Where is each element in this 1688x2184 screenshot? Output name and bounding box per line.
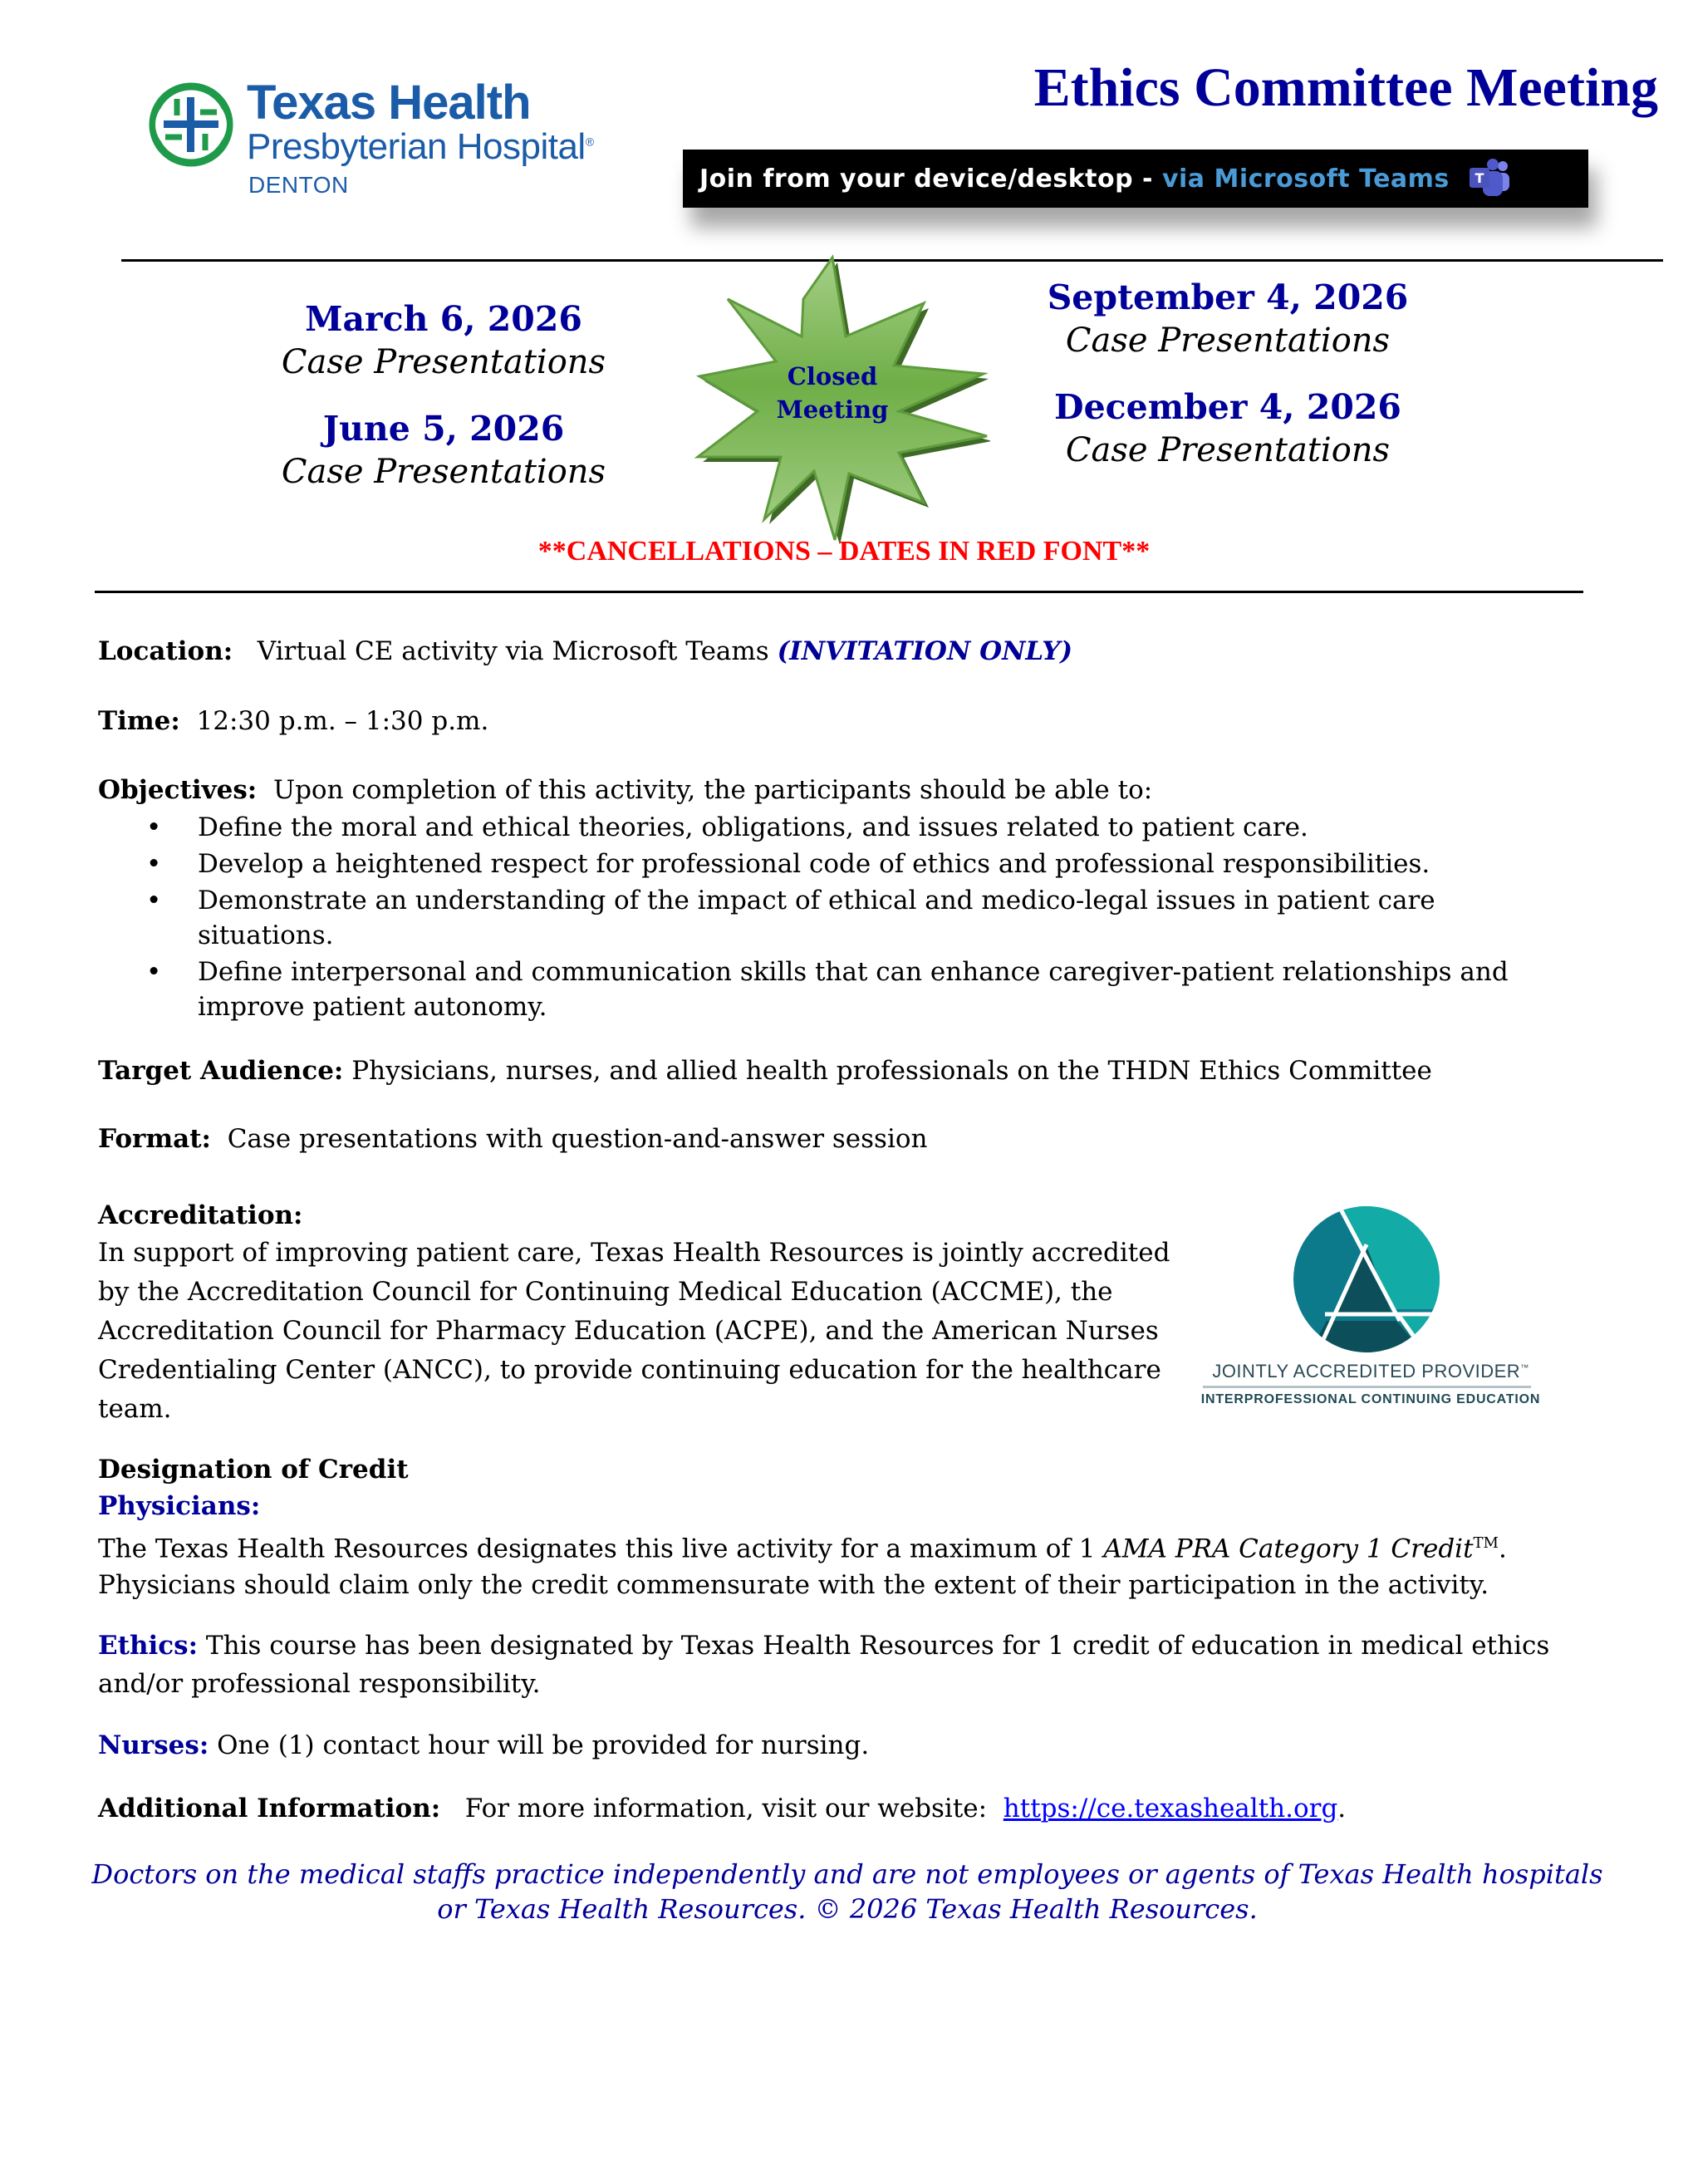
nurses-label: Nurses: — [98, 1730, 209, 1760]
list-item — [98, 810, 1560, 845]
target-audience-value: Physicians, nurses, and allied health professionals on the THDN Ethics Committee — [351, 1056, 1432, 1086]
schedule-right — [995, 276, 1460, 362]
target-audience-label: Target Audience: — [98, 1056, 344, 1086]
jointly-accredited-subtitle: INTERPROFESSIONAL CONTINUING EDUCATION — [1200, 1392, 1541, 1406]
closed-meeting-badge — [675, 253, 990, 544]
additional-info-label: Additional Information: — [98, 1794, 441, 1823]
objectives-intro: Upon completion of this activity, the participants should be able to: — [272, 775, 1153, 805]
nurses-text: One (1) contact hour will be provided for nursing. — [217, 1730, 870, 1760]
schedule-right — [995, 385, 1460, 472]
logo-subtitle-text: Presbyterian Hospital — [247, 126, 586, 167]
location-value: Virtual CE activity via Microsoft Teams — [257, 636, 778, 666]
invitation-only: (INVITATION ONLY) — [777, 636, 1073, 666]
meeting-date: September 4, 2026 — [1047, 277, 1409, 317]
bullet-icon: • — [146, 957, 162, 987]
logo-divider — [1203, 1386, 1531, 1388]
time-label: Time: — [98, 706, 180, 736]
meeting-date: March 6, 2026 — [305, 299, 582, 339]
time-row — [98, 704, 1593, 739]
bullet-icon: • — [146, 849, 162, 879]
objective-text: Demonstrate an understanding of the impact of ethical and medico-legal issues in patient care situations. — [198, 886, 1435, 950]
jointly-accredited-logo — [1188, 1205, 1553, 1437]
teams-banner-highlight: via Microsoft Teams — [1161, 164, 1450, 194]
meeting-type: Case Presentations — [281, 343, 606, 381]
trademark-mark: TM — [1473, 1534, 1499, 1552]
list-item — [98, 847, 1560, 881]
disclaimer-line-1: Doctors on the medical staffs practice independently and are not employees or agents of Texas Health hospitals — [91, 1858, 1603, 1890]
credit-heading — [98, 1452, 1593, 1488]
meeting-type: Case Presentations — [1065, 321, 1391, 360]
format-row — [98, 1121, 1593, 1157]
logo-title: Texas Health — [247, 76, 531, 130]
website-link[interactable]: https://ce.texashealth.org — [1003, 1794, 1338, 1823]
list-item — [98, 883, 1560, 953]
jointly-accredited-title — [1188, 1361, 1553, 1382]
accreditation-text: In support of improving patient care, Texas Health Resources is jointly accredited by the Accreditation Council for Continuing Medical Education (ACCME), the Accreditation Council for Pharmacy Education (ACPE), and the American Nurses Credentialing Center (ANCC), to provide continuing education for the healthcare team. — [98, 1238, 1170, 1424]
jap-title-text: JOINTLY ACCREDITED PROVIDER — [1212, 1361, 1521, 1382]
cancellations-note: **CANCELLATIONS – DATES IN RED FONT** — [537, 536, 1151, 567]
ethics-label: Ethics: — [98, 1631, 199, 1661]
ethics-row — [98, 1627, 1577, 1703]
bullet-icon: • — [146, 886, 162, 915]
teams-banner-text — [683, 164, 1450, 194]
svg-text:T: T — [1475, 170, 1484, 186]
objectives-label: Objectives: — [98, 775, 258, 805]
objective-text: Develop a heightened respect for professional code of ethics and professional responsibilities. — [198, 849, 1430, 879]
additional-info-period: . — [1337, 1794, 1347, 1823]
additional-info-text: For more information, visit our website: — [464, 1794, 995, 1823]
physicians-text-period: . — [1498, 1534, 1507, 1564]
additional-info-row — [98, 1791, 1593, 1827]
nurses-row — [98, 1728, 1593, 1764]
objectives-row — [98, 773, 1593, 808]
badge-line-2: Meeting — [776, 395, 889, 424]
closed-meeting-label — [675, 360, 990, 426]
texas-health-cross-icon — [145, 79, 237, 170]
jointly-accredited-icon — [1283, 1205, 1450, 1354]
format-value: Case presentations with question-and-answer session — [227, 1124, 928, 1154]
objectives-list — [98, 810, 1560, 1026]
schedule-divider — [95, 591, 1583, 593]
disclaimer-footer — [83, 1857, 1612, 1926]
accreditation-label: Accreditation: — [98, 1200, 303, 1230]
logo-city: DENTON — [248, 172, 349, 198]
credit-heading-text: Designation of Credit — [98, 1455, 409, 1485]
logo-subtitle — [247, 126, 594, 168]
teams-icon — [1468, 158, 1511, 199]
objective-text: Define the moral and ethical theories, obligations, and issues related to patient care. — [198, 812, 1308, 842]
meeting-date: December 4, 2026 — [1054, 387, 1401, 427]
meeting-type: Case Presentations — [1065, 431, 1391, 469]
physicians-text-b: Physicians should claim only the credit commensurate with the extent of their participation in the activity. — [98, 1570, 1489, 1601]
disclaimer-line-2: or Texas Health Resources. © 2026 Texas Health Resources. — [437, 1893, 1258, 1925]
physicians-text — [98, 1525, 1593, 1603]
credit-name: AMA PRA Category 1 Credit — [1103, 1534, 1474, 1564]
location-label: Location: — [98, 636, 233, 666]
badge-line-1: Closed — [787, 362, 878, 390]
time-value: 12:30 p.m. – 1:30 p.m. — [196, 706, 489, 736]
physicians-label: Physicians: — [98, 1491, 261, 1521]
bullet-icon: • — [146, 812, 162, 842]
teams-banner-prefix: Join from your device/desktop - — [699, 164, 1162, 194]
physicians-text-a: The Texas Health Resources designates this live activity for a maximum of 1 — [98, 1534, 1104, 1564]
physicians-heading — [98, 1489, 1593, 1524]
registered-mark: ® — [585, 135, 594, 149]
teams-join-banner[interactable] — [683, 150, 1588, 208]
hospital-logo — [145, 75, 627, 199]
location-row — [98, 634, 1593, 670]
ethics-text: This course has been designated by Texas Health Resources for 1 credit of education in medical ethics and/or professional responsibility. — [98, 1631, 1550, 1699]
format-label: Format: — [98, 1124, 211, 1154]
target-audience-row — [98, 1053, 1593, 1089]
list-item — [98, 955, 1560, 1024]
schedule-left — [211, 407, 676, 493]
meeting-date: June 5, 2026 — [322, 409, 565, 449]
meeting-type: Case Presentations — [281, 453, 606, 491]
trademark-mark: ™ — [1520, 1363, 1529, 1373]
page-title: Ethics Committee Meeting — [1033, 57, 1658, 118]
schedule-left — [211, 297, 676, 384]
objective-text: Define interpersonal and communication skills that can enhance caregiver-patient relationships and improve patient autonomy. — [198, 957, 1509, 1022]
